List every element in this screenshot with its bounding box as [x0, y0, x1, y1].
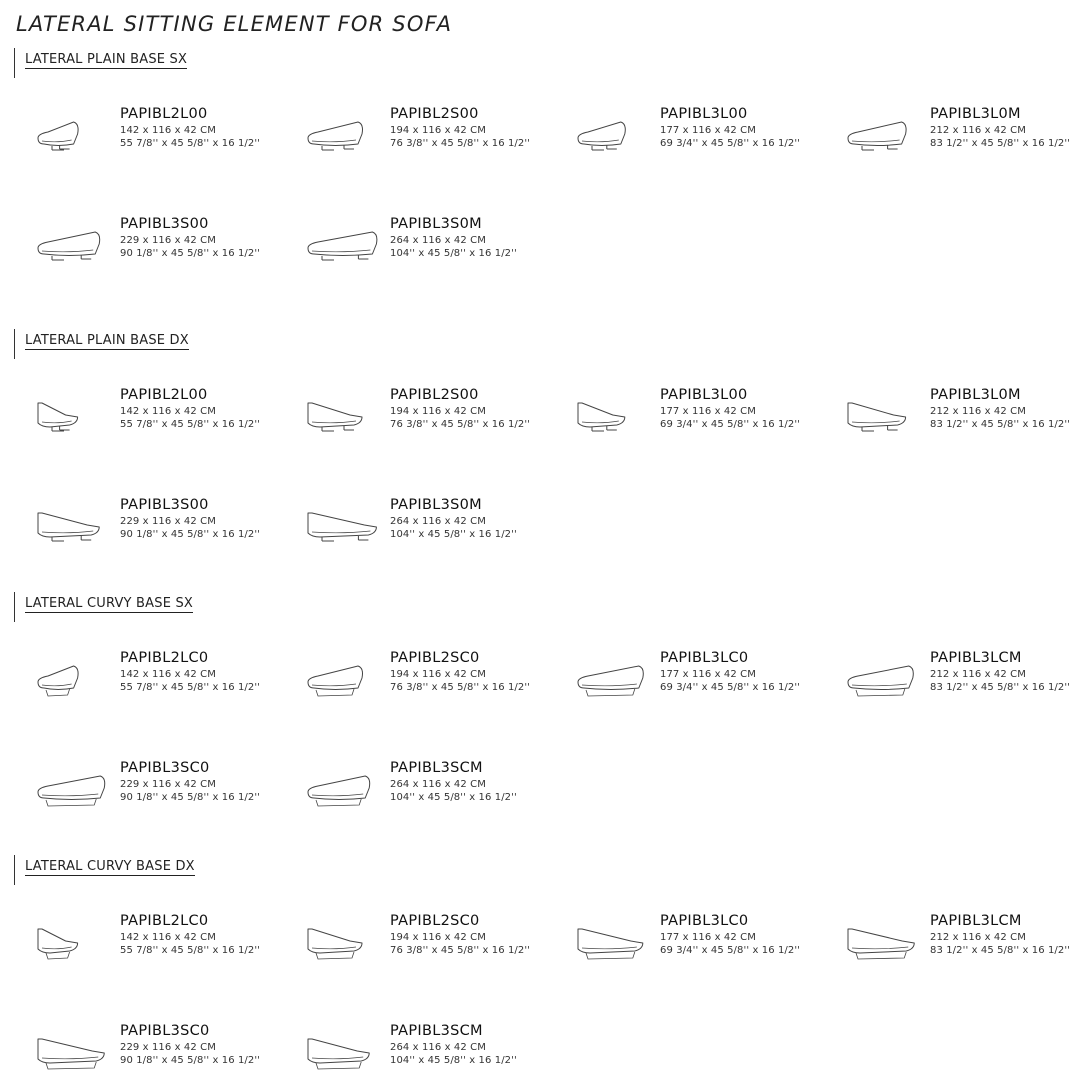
product-code: PAPIBL3L00: [660, 106, 748, 122]
dimensions-inch: 104'' x 45 5/8'' x 16 1/2'': [390, 1055, 517, 1066]
product-item[interactable]: [840, 387, 1084, 449]
sofa-plain-base-dx-icon: [300, 497, 390, 557]
dimensions-cm: 264 x 116 x 42 CM: [390, 516, 486, 527]
sofa-curvy-base-sx-icon: [300, 760, 390, 820]
section-header: [14, 592, 193, 622]
dimensions-inch: 55 7/8'' x 45 5/8'' x 16 1/2'': [120, 682, 261, 693]
product-code: PAPIBL3SCM: [390, 760, 483, 776]
dimensions-cm: 229 x 116 x 42 CM: [120, 1042, 216, 1053]
section-label: LATERAL PLAIN BASE SX: [25, 52, 188, 67]
product-code: PAPIBL3SC0: [120, 760, 210, 776]
dimensions-inch: 83 1/2'' x 45 5/8'' x 16 1/2'': [930, 138, 1071, 149]
product-code: PAPIBL2LC0: [120, 913, 209, 929]
product-code: PAPIBL2S00: [390, 387, 479, 403]
product-item[interactable]: [570, 387, 832, 449]
dimensions-cm: 212 x 116 x 42 CM: [930, 932, 1026, 943]
product-item[interactable]: [300, 387, 562, 449]
dimensions-inch: 69 3/4'' x 45 5/8'' x 16 1/2'': [660, 138, 801, 149]
product-item[interactable]: [300, 1023, 562, 1085]
sofa-curvy-base-dx-icon: [570, 913, 660, 973]
dimensions-inch: 69 3/4'' x 45 5/8'' x 16 1/2'': [660, 682, 801, 693]
dimensions-inch: 83 1/2'' x 45 5/8'' x 16 1/2'': [930, 945, 1071, 956]
product-item[interactable]: [300, 106, 562, 168]
product-item[interactable]: [300, 760, 562, 822]
product-item[interactable]: [30, 650, 292, 712]
product-item[interactable]: [840, 106, 1084, 168]
page-title: LATERAL SITTING ELEMENT FOR SOFA: [16, 12, 453, 36]
dimensions-cm: 194 x 116 x 42 CM: [390, 932, 486, 943]
dimensions-cm: 194 x 116 x 42 CM: [390, 125, 486, 136]
dimensions-cm: 194 x 116 x 42 CM: [390, 406, 486, 417]
sofa-plain-base-sx-icon: [300, 106, 390, 166]
dimensions-cm: 177 x 116 x 42 CM: [660, 125, 756, 136]
dimensions-cm: 229 x 116 x 42 CM: [120, 516, 216, 527]
product-code: PAPIBL2SC0: [390, 650, 480, 666]
sofa-curvy-base-dx-icon: [840, 913, 930, 973]
sofa-curvy-base-sx-icon: [30, 760, 120, 820]
product-item[interactable]: [30, 760, 292, 822]
product-code: PAPIBL2S00: [390, 106, 479, 122]
product-item[interactable]: [570, 650, 832, 712]
dimensions-inch: 90 1/8'' x 45 5/8'' x 16 1/2'': [120, 1055, 261, 1066]
product-code: PAPIBL3S00: [120, 216, 209, 232]
product-item[interactable]: [300, 913, 562, 975]
dimensions-inch: 69 3/4'' x 45 5/8'' x 16 1/2'': [660, 419, 801, 430]
product-code: PAPIBL2L00: [120, 387, 208, 403]
dimensions-cm: 194 x 116 x 42 CM: [390, 669, 486, 680]
section-label: LATERAL CURVY BASE DX: [25, 859, 195, 874]
product-code: PAPIBL3S0M: [390, 216, 482, 232]
dimensions-inch: 55 7/8'' x 45 5/8'' x 16 1/2'': [120, 945, 261, 956]
product-item[interactable]: [30, 216, 292, 278]
sofa-plain-base-dx-icon: [300, 387, 390, 447]
dimensions-inch: 90 1/8'' x 45 5/8'' x 16 1/2'': [120, 248, 261, 259]
product-code: PAPIBL3LC0: [660, 913, 749, 929]
dimensions-inch: 104'' x 45 5/8'' x 16 1/2'': [390, 529, 517, 540]
sofa-curvy-base-sx-icon: [840, 650, 930, 710]
sofa-curvy-base-dx-icon: [300, 1023, 390, 1083]
product-code: PAPIBL3SCM: [390, 1023, 483, 1039]
dimensions-cm: 229 x 116 x 42 CM: [120, 779, 216, 790]
dimensions-inch: 90 1/8'' x 45 5/8'' x 16 1/2'': [120, 529, 261, 540]
section-label: LATERAL PLAIN BASE DX: [25, 333, 189, 348]
dimensions-inch: 55 7/8'' x 45 5/8'' x 16 1/2'': [120, 419, 261, 430]
product-item[interactable]: [840, 650, 1084, 712]
product-code: PAPIBL2SC0: [390, 913, 480, 929]
product-item[interactable]: [300, 650, 562, 712]
dimensions-cm: 264 x 116 x 42 CM: [390, 779, 486, 790]
dimensions-cm: 212 x 116 x 42 CM: [930, 406, 1026, 417]
dimensions-cm: 229 x 116 x 42 CM: [120, 235, 216, 246]
product-code: PAPIBL3L0M: [930, 387, 1021, 403]
sofa-plain-base-dx-icon: [840, 387, 930, 447]
dimensions-cm: 212 x 116 x 42 CM: [930, 669, 1026, 680]
dimensions-inch: 55 7/8'' x 45 5/8'' x 16 1/2'': [120, 138, 261, 149]
dimensions-inch: 76 3/8'' x 45 5/8'' x 16 1/2'': [390, 682, 531, 693]
dimensions-inch: 76 3/8'' x 45 5/8'' x 16 1/2'': [390, 138, 531, 149]
product-code: PAPIBL3LCM: [930, 650, 1022, 666]
section-header: [14, 329, 189, 359]
product-code: PAPIBL2L00: [120, 106, 208, 122]
dimensions-inch: 83 1/2'' x 45 5/8'' x 16 1/2'': [930, 419, 1071, 430]
product-item[interactable]: [570, 106, 832, 168]
product-item[interactable]: [300, 216, 562, 278]
product-item[interactable]: [30, 913, 292, 975]
dimensions-cm: 212 x 116 x 42 CM: [930, 125, 1026, 136]
section-header: [14, 48, 187, 78]
sofa-plain-base-dx-icon: [30, 497, 120, 557]
product-code: PAPIBL3SC0: [120, 1023, 210, 1039]
product-code: PAPIBL3S0M: [390, 497, 482, 513]
dimensions-cm: 142 x 116 x 42 CM: [120, 125, 216, 136]
sofa-curvy-base-sx-icon: [30, 650, 120, 710]
sofa-plain-base-dx-icon: [570, 387, 660, 447]
dimensions-cm: 264 x 116 x 42 CM: [390, 235, 486, 246]
dimensions-cm: 177 x 116 x 42 CM: [660, 669, 756, 680]
sofa-curvy-base-dx-icon: [30, 913, 120, 973]
dimensions-cm: 264 x 116 x 42 CM: [390, 1042, 486, 1053]
product-item[interactable]: [840, 913, 1084, 975]
dimensions-cm: 177 x 116 x 42 CM: [660, 932, 756, 943]
product-code: PAPIBL3S00: [120, 497, 209, 513]
dimensions-inch: 76 3/8'' x 45 5/8'' x 16 1/2'': [390, 419, 531, 430]
sofa-plain-base-sx-icon: [840, 106, 930, 166]
sofa-plain-base-sx-icon: [30, 216, 120, 276]
dimensions-inch: 83 1/2'' x 45 5/8'' x 16 1/2'': [930, 682, 1071, 693]
sofa-plain-base-sx-icon: [30, 106, 120, 166]
product-code: PAPIBL3LCM: [930, 913, 1022, 929]
product-code: PAPIBL3LC0: [660, 650, 749, 666]
section-header: [14, 855, 195, 885]
dimensions-cm: 142 x 116 x 42 CM: [120, 932, 216, 943]
product-item[interactable]: [30, 387, 292, 449]
dimensions-inch: 76 3/8'' x 45 5/8'' x 16 1/2'': [390, 945, 531, 956]
product-code: PAPIBL2LC0: [120, 650, 209, 666]
sofa-curvy-base-sx-icon: [570, 650, 660, 710]
sofa-plain-base-dx-icon: [30, 387, 120, 447]
sofa-plain-base-sx-icon: [300, 216, 390, 276]
product-code: PAPIBL3L00: [660, 387, 748, 403]
product-code: PAPIBL3L0M: [930, 106, 1021, 122]
sofa-curvy-base-dx-icon: [300, 913, 390, 973]
dimensions-cm: 177 x 116 x 42 CM: [660, 406, 756, 417]
dimensions-cm: 142 x 116 x 42 CM: [120, 669, 216, 680]
sofa-curvy-base-dx-icon: [30, 1023, 120, 1083]
product-item[interactable]: [30, 1023, 292, 1085]
product-item[interactable]: [300, 497, 562, 559]
product-item[interactable]: [570, 913, 832, 975]
sofa-plain-base-sx-icon: [570, 106, 660, 166]
dimensions-inch: 104'' x 45 5/8'' x 16 1/2'': [390, 792, 517, 803]
dimensions-inch: 90 1/8'' x 45 5/8'' x 16 1/2'': [120, 792, 261, 803]
dimensions-inch: 104'' x 45 5/8'' x 16 1/2'': [390, 248, 517, 259]
product-item[interactable]: [30, 106, 292, 168]
sofa-curvy-base-sx-icon: [300, 650, 390, 710]
dimensions-inch: 69 3/4'' x 45 5/8'' x 16 1/2'': [660, 945, 801, 956]
product-item[interactable]: [30, 497, 292, 559]
dimensions-cm: 142 x 116 x 42 CM: [120, 406, 216, 417]
section-label: LATERAL CURVY BASE SX: [25, 596, 194, 611]
